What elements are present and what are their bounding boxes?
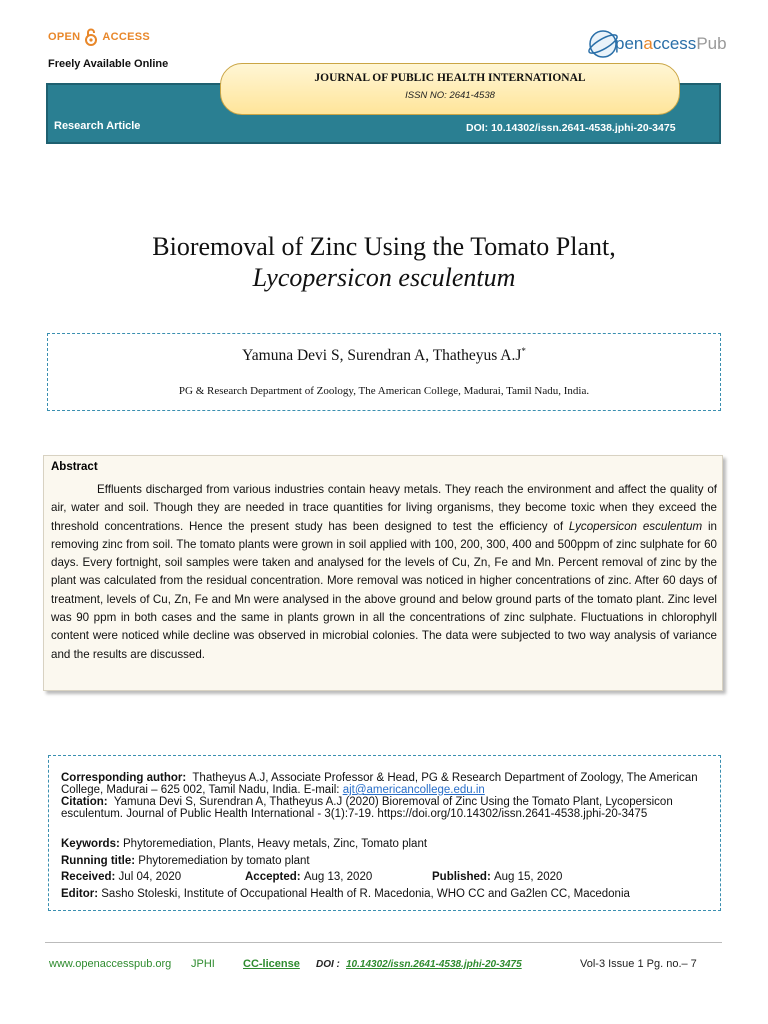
abstract-part-2: in removing zinc from soil. The tomato plants were grown in soil applied with 100, 200, 300, 400 and 500ppm of zinc sulphate for 60 days. Every fortnight, soil samples were taken and analysed for the levels of Cu, Zn, Fe and Mn. Percent removal of zinc by the plant was calculated from the residual concentration. More removal was noticed in higher concentrations of zinc. After 60 days of treatment, levels of Cu, Zn, Fe and Mn were analysed in the above ground and below ground parts of the tomato plant. Zinc level was 90 ppm in both cases and the same in plants grown in all the concentrations of zinc sulphate. Fluctuations in chlorophyll content were noticed while decline was observed in microbial colonies. The data were subjected to two way analysis of variance and the results are discussed.	[51, 519, 717, 661]
citation	[61, 796, 707, 820]
keywords	[61, 838, 707, 850]
open-access-lock-icon	[84, 28, 98, 46]
accepted-date: Aug 13, 2020	[303, 871, 373, 883]
title-line-2: Lycopersicon esculentum	[252, 263, 516, 292]
accepted-label: Accepted:	[245, 871, 301, 883]
footer-doi-label: DOI :	[316, 959, 340, 970]
received-label: Received:	[61, 871, 116, 883]
published-label: Published:	[432, 871, 491, 883]
email-link[interactable]: ajt@americancollege.edu.in	[342, 784, 485, 796]
editor-text: Sasho Stoleski, Institute of Occupational Health of R. Macedonia, WHO CC and Ga2len CC, Macedonia	[101, 888, 630, 900]
running-text: Phytoremediation by tomato plant	[138, 855, 310, 867]
corresponding-author	[61, 772, 707, 796]
abstract-species: Lycopersicon esculentum	[568, 519, 703, 533]
article-title	[40, 231, 728, 293]
received-date: Jul 04, 2020	[118, 871, 182, 883]
footer-doi-link[interactable]: 10.14302/issn.2641-4538.jphi-20-3475	[346, 959, 522, 970]
published-date: Aug 15, 2020	[493, 871, 563, 883]
abstract-part-1: Effluents discharged from various industries contain heavy metals. They reach the environment and affect the quality of air, water and soil. Though they are needed in trace quantities for living organisms, they become toxic when they exceed the threshold concentrations. Hence the present study has been designed to test the efficiency of	[51, 483, 717, 533]
article-type: Research Article	[54, 120, 141, 132]
affiliation: PG & Research Department of Zoology, The American College, Madurai, Tamil Nadu, India.	[178, 385, 590, 397]
citation-label: Citation:	[61, 796, 108, 808]
authors-box	[47, 333, 721, 411]
abstract-body	[51, 481, 717, 664]
article-doi: DOI: 10.14302/issn.2641-4538.jphi-20-3475	[466, 122, 676, 134]
article-dates	[61, 871, 707, 883]
keywords-label: Keywords:	[61, 838, 120, 850]
footer-license-link[interactable]: CC-license	[243, 958, 300, 970]
journal-issn: ISSN NO: 2641-4538	[405, 90, 495, 101]
footer-journal-link[interactable]: JPHI	[191, 958, 215, 970]
journal-title-badge	[220, 63, 680, 115]
abstract-heading: Abstract	[51, 461, 98, 473]
editor-label: Editor:	[61, 888, 99, 900]
title-line-1: Bioremoval of Zinc Using the Tomato Plant,	[152, 232, 616, 261]
authors-text: Yamuna Devi S, Surendran A, Thatheyus A.J	[242, 347, 522, 365]
running-label: Running title:	[61, 855, 136, 867]
corresponding-mark: *	[521, 346, 526, 356]
citation-text: Yamuna Devi S, Surendran A, Thatheyus A.J (2020) Bioremoval of Zinc Using the Tomato Plant, Lycopersicon esculentum. Journal of Public Health International - 3(1):7-19. https://doi.org/10.14302/issn.2641-4538.jphi-20-3475	[61, 796, 673, 820]
running-title	[61, 855, 707, 867]
footer-website-link[interactable]: www.openaccesspub.org	[49, 958, 172, 970]
freely-available-label: Freely Available Online	[48, 58, 169, 70]
footer-page-info: Vol-3 Issue 1 Pg. no.– 7	[580, 958, 697, 970]
journal-title: JOURNAL OF PUBLIC HEALTH INTERNATIONAL	[314, 72, 586, 84]
keywords-text: Phytoremediation, Plants, Heavy metals, Zinc, Tomato plant	[123, 838, 428, 850]
corresponding-label: Corresponding author:	[61, 772, 187, 784]
publisher-logo: pen a ccess Pub	[585, 26, 727, 62]
corresponding-text: Thatheyus A.J, Associate Professor & Head, PG & Research Department of Zoology, The American College, Madurai – 625 002, Tamil Nadu, India. E-mail:	[61, 772, 698, 796]
open-access-logo: OPEN ACCESS	[48, 28, 150, 46]
author-list	[47, 346, 721, 365]
footer-divider	[45, 942, 722, 943]
editor	[61, 888, 707, 900]
